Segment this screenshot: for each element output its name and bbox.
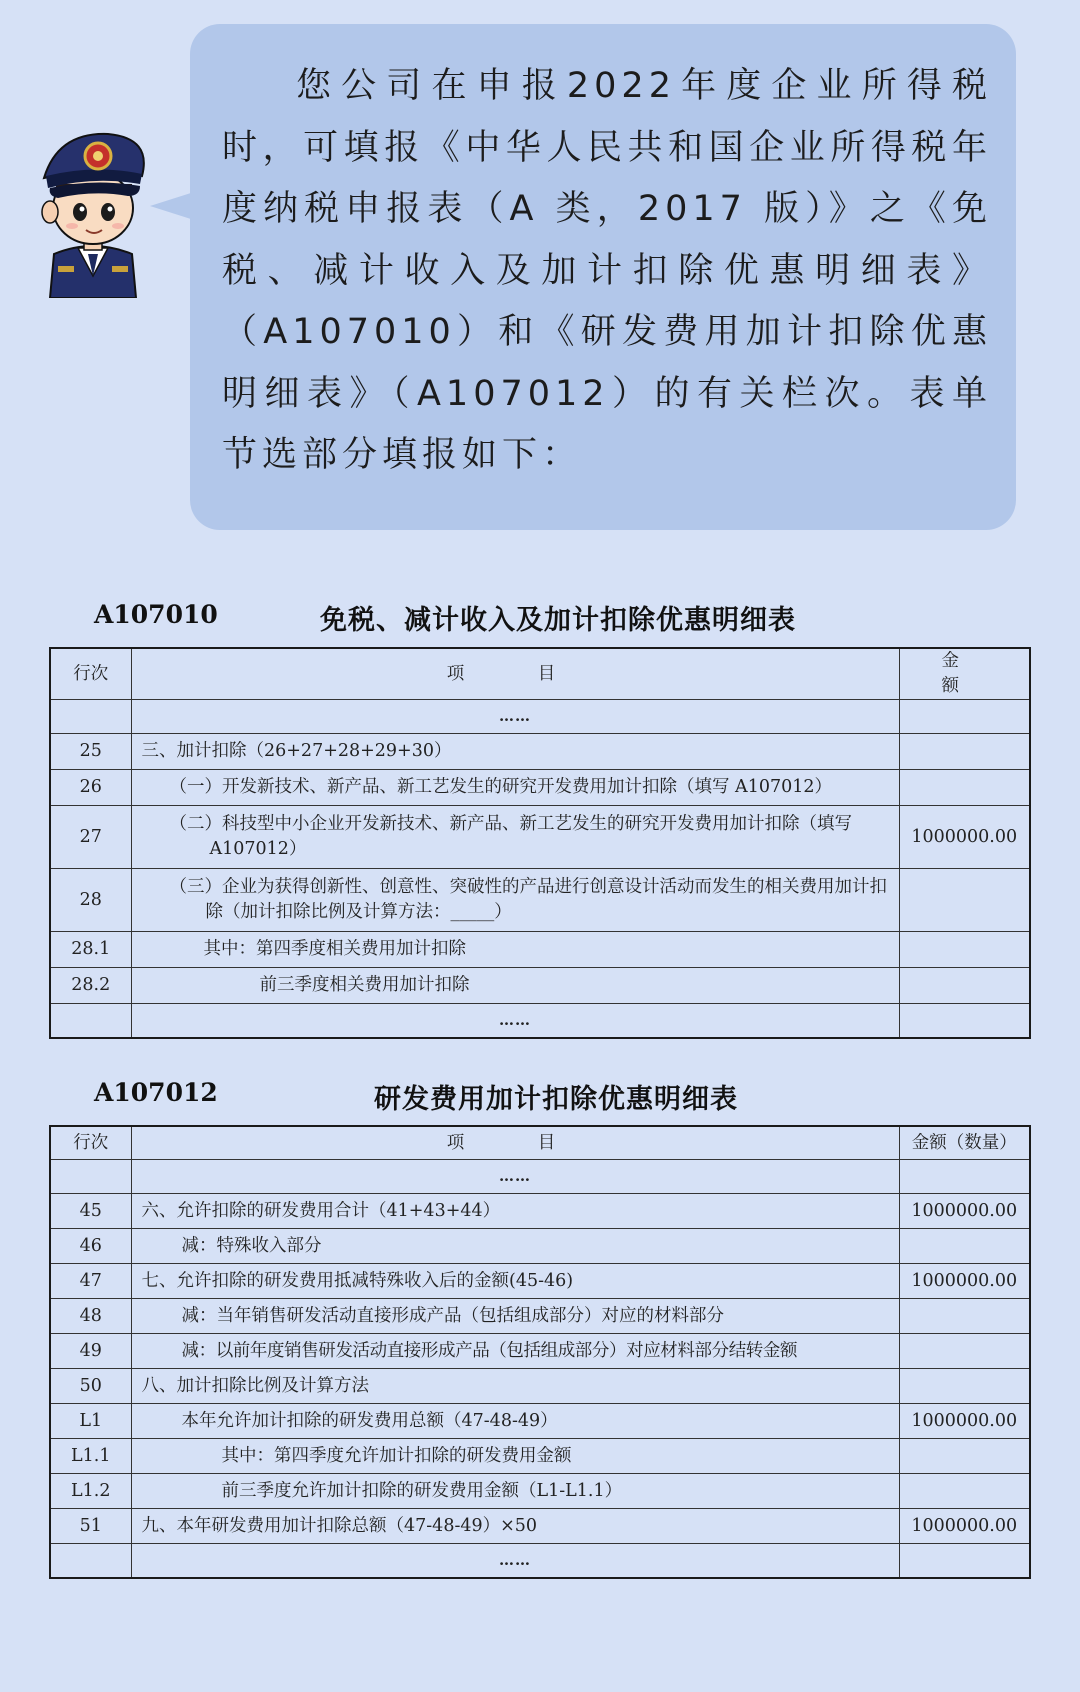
row-item: 其中：第四季度相关费用加计扣除 xyxy=(131,932,899,968)
row-no: 25 xyxy=(50,734,131,770)
row-item: （三）企业为获得创新性、创意性、突破性的产品进行创意设计活动而发生的相关费用加计扣除（加计扣除比例及计算方法：_____） xyxy=(131,869,899,932)
table-row xyxy=(50,770,1030,806)
row-no xyxy=(50,1544,131,1578)
table-row xyxy=(50,734,1030,770)
table-header-row xyxy=(50,648,1030,700)
row-item: 前三季度相关费用加计扣除 xyxy=(131,968,899,1004)
row-item: 其中：第四季度允许加计扣除的研发费用金额 xyxy=(131,1439,899,1474)
bubble-message: 您公司在申报2022年度企业所得税时，可填报《中华人民共和国企业所得税年度纳税申报表（A 类，2017 版）》之《免税、减计收入及加计扣除优惠明细表》（A107010）和《研发费用加计扣除优惠明细表》（A107012）的有关栏次。表单节选部分填报如下： xyxy=(222,66,992,475)
table-row xyxy=(50,700,1030,734)
tax-officer-avatar xyxy=(28,126,158,298)
table-row xyxy=(50,1299,1030,1334)
form2-title: 研发费用加计扣除优惠明细表 xyxy=(374,1084,738,1115)
row-item: （一）开发新技术、新产品、新工艺发生的研究开发费用加计扣除（填写 A107012） xyxy=(131,770,899,806)
row-item: 前三季度允许加计扣除的研发费用金额（L1-L1.1） xyxy=(131,1474,899,1509)
row-item: …… xyxy=(131,1160,899,1194)
row-no: 46 xyxy=(50,1229,131,1264)
table-row xyxy=(50,1334,1030,1369)
table-row xyxy=(50,1544,1030,1578)
row-item: 减：以前年度销售研发活动直接形成产品（包括组成部分）对应材料部分结转金额 xyxy=(131,1334,899,1369)
row-no: 28.2 xyxy=(50,968,131,1004)
row-amount: 1000000.00 xyxy=(899,1264,1030,1299)
table-row xyxy=(50,1404,1030,1439)
table-row xyxy=(50,1264,1030,1299)
row-no: L1.1 xyxy=(50,1439,131,1474)
table-row xyxy=(50,869,1030,932)
row-amount xyxy=(899,968,1030,1004)
row-item: 八、加计扣除比例及计算方法 xyxy=(131,1369,899,1404)
row-no: 50 xyxy=(50,1369,131,1404)
speech-bubble-tail xyxy=(150,192,194,220)
table-row xyxy=(50,1369,1030,1404)
row-amount: 1000000.00 xyxy=(899,1404,1030,1439)
row-amount xyxy=(899,1160,1030,1194)
row-item: （二）科技型中小企业开发新技术、新产品、新工艺发生的研究开发费用加计扣除（填写 A107012） xyxy=(131,806,899,869)
table-row xyxy=(50,968,1030,1004)
table-row xyxy=(50,1439,1030,1474)
form2-code: A107012 xyxy=(94,1078,218,1107)
row-item: 减：特殊收入部分 xyxy=(131,1229,899,1264)
row-no xyxy=(50,1160,131,1194)
table-row xyxy=(50,1229,1030,1264)
row-no: 27 xyxy=(50,806,131,869)
form2-table xyxy=(49,1125,1031,1579)
row-no: 28.1 xyxy=(50,932,131,968)
row-no: 28 xyxy=(50,869,131,932)
row-amount xyxy=(899,1369,1030,1404)
row-amount xyxy=(899,1474,1030,1509)
row-amount xyxy=(899,869,1030,932)
row-no: 49 xyxy=(50,1334,131,1369)
table-row xyxy=(50,806,1030,869)
form1-title: 免税、减计收入及加计扣除优惠明细表 xyxy=(320,605,796,636)
row-item: …… xyxy=(131,1004,899,1038)
header-item: 项 目 xyxy=(131,648,899,700)
row-item: 六、允许扣除的研发费用合计（41+43+44） xyxy=(131,1194,899,1229)
table-row xyxy=(50,1474,1030,1509)
row-no: 47 xyxy=(50,1264,131,1299)
form1-code: A107010 xyxy=(94,600,218,629)
row-item: 本年允许加计扣除的研发费用总额（47-48-49） xyxy=(131,1404,899,1439)
row-amount xyxy=(899,932,1030,968)
table-header-row xyxy=(50,1126,1030,1160)
header-item: 项 目 xyxy=(131,1126,899,1160)
table-row xyxy=(50,1509,1030,1544)
header-row-no: 行次 xyxy=(50,1126,131,1160)
row-item: 三、加计扣除（26+27+28+29+30） xyxy=(131,734,899,770)
table-row xyxy=(50,1194,1030,1229)
row-amount xyxy=(899,1004,1030,1038)
header-amount: 金 额 xyxy=(899,648,1030,700)
row-amount: 1000000.00 xyxy=(899,1194,1030,1229)
row-amount xyxy=(899,1544,1030,1578)
row-item: …… xyxy=(131,1544,899,1578)
row-no xyxy=(50,1004,131,1038)
row-no: 51 xyxy=(50,1509,131,1544)
row-amount: 1000000.00 xyxy=(899,1509,1030,1544)
row-no: 48 xyxy=(50,1299,131,1334)
row-amount xyxy=(899,734,1030,770)
form1-table xyxy=(49,647,1031,1039)
table-row xyxy=(50,932,1030,968)
row-amount xyxy=(899,1229,1030,1264)
row-no: 26 xyxy=(50,770,131,806)
row-no: L1 xyxy=(50,1404,131,1439)
table-row xyxy=(50,1004,1030,1038)
row-amount xyxy=(899,700,1030,734)
row-no: 45 xyxy=(50,1194,131,1229)
table-row xyxy=(50,1160,1030,1194)
row-item: …… xyxy=(131,700,899,734)
row-item: 九、本年研发费用加计扣除总额（47-48-49）×50 xyxy=(131,1509,899,1544)
row-amount xyxy=(899,1334,1030,1369)
row-no: L1.2 xyxy=(50,1474,131,1509)
header-row-no: 行次 xyxy=(50,648,131,700)
row-amount: 1000000.00 xyxy=(899,806,1030,869)
row-item: 七、允许扣除的研发费用抵减特殊收入后的金额(45-46) xyxy=(131,1264,899,1299)
row-item: 减：当年销售研发活动直接形成产品（包括组成部分）对应的材料部分 xyxy=(131,1299,899,1334)
row-amount xyxy=(899,770,1030,806)
header-amount: 金额（数量） xyxy=(899,1126,1030,1160)
row-amount xyxy=(899,1439,1030,1474)
row-no xyxy=(50,700,131,734)
row-amount xyxy=(899,1299,1030,1334)
